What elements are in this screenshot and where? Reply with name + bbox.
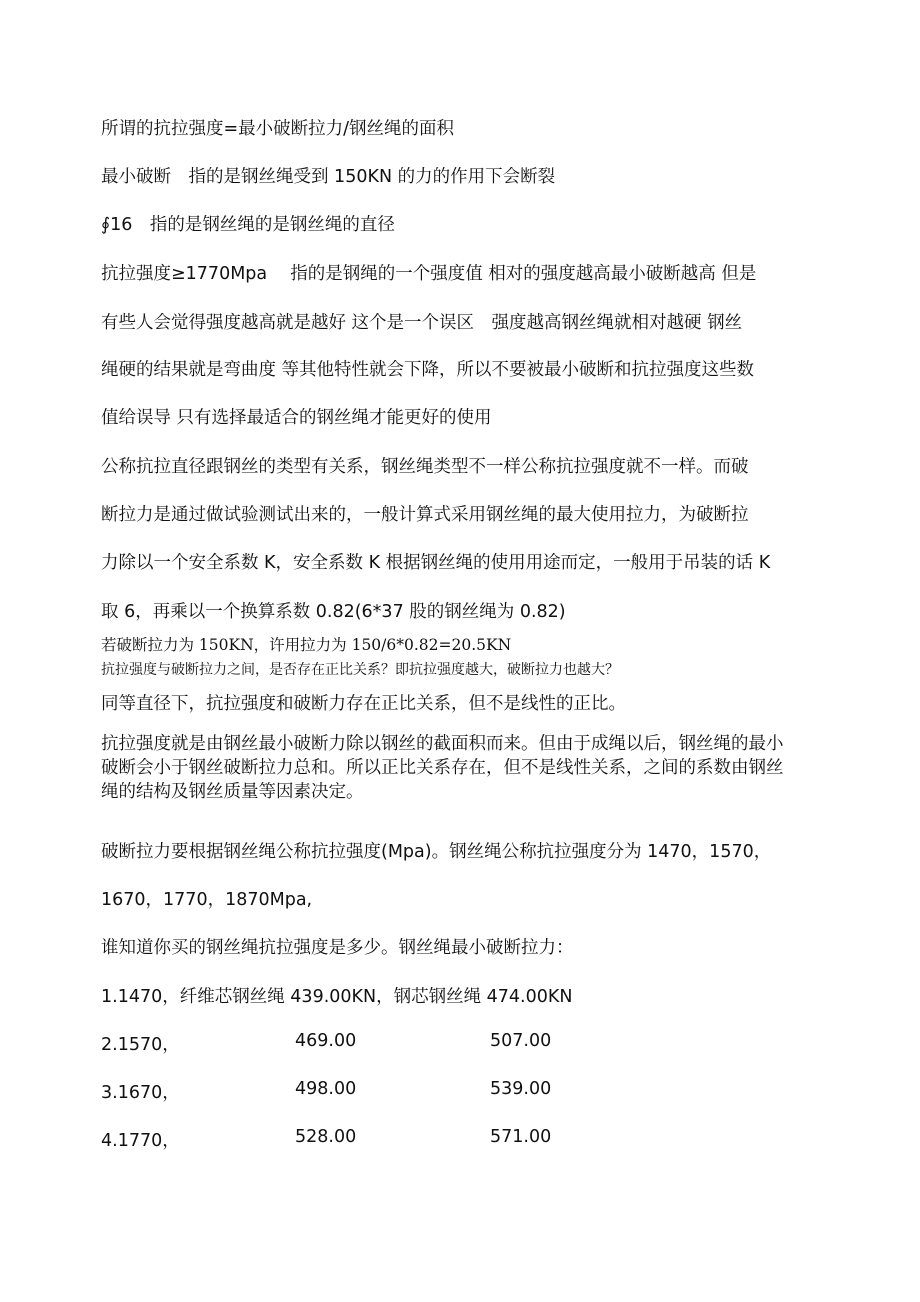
- paragraph-who-knows: 谁知道你买的钢丝绳抗拉强度是多少。钢丝绳最小破断拉力：: [101, 938, 574, 958]
- steel-core-cell: 539.00: [490, 1079, 552, 1099]
- paragraph-tensile-definition: 所谓的抗拉强度=最小破断拉力/钢丝绳的面积: [101, 119, 455, 139]
- paragraph-example-calc: 若破断拉力为 150KN，许用拉力为 150/6*0.82=20.5KN: [101, 636, 512, 654]
- paragraph-grades-line-2: 1670，1770，1870Mpa,: [101, 890, 313, 910]
- paragraph-strength-line-1: 抗拉强度≥1770Mpa 指的是钢绳的一个强度值 相对的强度越高最小破断越高 但是: [101, 264, 757, 284]
- paragraph-grades-line-1: 破断拉力要根据钢丝绳公称抗拉强度(Mpa)。钢丝绳公称抗拉强度分为 1470，1570，: [101, 842, 772, 862]
- fiber-core-cell: 469.00: [295, 1031, 357, 1051]
- strength-cell: 2.1570，: [101, 1035, 180, 1055]
- paragraph-explanation-line-1: 抗拉强度就是由钢丝最小破断力除以钢丝的截面积而来。但由于成绳以后，钢丝绳的最小: [101, 734, 784, 754]
- paragraph-explanation-line-3: 绳的结构及钢丝质量等因素决定。: [101, 782, 364, 802]
- paragraph-question: 抗拉强度与破断拉力之间，是否存在正比关系？即抗拉强度越大，破断拉力也越大？: [101, 662, 619, 678]
- paragraph-nominal-line-4: 取 6，再乘以一个换算系数 0.82(6*37 股的钢丝绳为 0.82): [101, 602, 566, 622]
- paragraph-strength-line-2: 有些人会觉得强度越高就是越好 这个是一个误区 强度越高钢丝绳就相对越硬 钢丝: [101, 313, 743, 333]
- paragraph-nominal-line-1: 公称抗拉直径跟钢丝的类型有关系，钢丝绳类型不一样公称抗拉强度就不一样。而破: [101, 457, 749, 477]
- paragraph-row-1470: 1.1470，纤维芯钢丝绳 439.00KN，钢芯钢丝绳 474.00KN: [101, 987, 573, 1007]
- strength-cell: 3.1670，: [101, 1083, 180, 1103]
- paragraph-explanation-line-2: 破断会小于钢丝破断拉力总和。所以正比关系存在，但不是线性关系，之间的系数由钢丝: [101, 758, 784, 778]
- steel-core-cell: 571.00: [490, 1127, 552, 1147]
- steel-core-cell: 507.00: [490, 1031, 552, 1051]
- paragraph-nominal-line-3: 力除以一个安全系数 K，安全系数 K 根据钢丝绳的使用用途而定，一般用于吊装的话 K: [101, 553, 771, 573]
- paragraph-strength-line-4: 值给误导 只有选择最适合的钢丝绳才能更好的使用: [101, 408, 492, 428]
- strength-cell: 4.1770，: [101, 1131, 180, 1151]
- paragraph-min-breaking: 最小破断 指的是钢丝绳受到 150KN 的力的作用下会断裂: [101, 167, 556, 187]
- fiber-core-cell: 528.00: [295, 1127, 357, 1147]
- paragraph-answer: 同等直径下，抗拉强度和破断力存在正比关系，但不是线性的正比。: [101, 694, 626, 714]
- paragraph-diameter: ∮16 指的是钢丝绳的是钢丝绳的直径: [101, 215, 395, 235]
- fiber-core-cell: 498.00: [295, 1079, 357, 1099]
- paragraph-strength-line-3: 绳硬的结果就是弯曲度 等其他特性就会下降，所以不要被最小破断和抗拉强度这些数: [101, 360, 755, 380]
- paragraph-nominal-line-2: 断拉力是通过做试验测试出来的，一般计算式采用钢丝绳的最大使用拉力，为破断拉: [101, 505, 749, 525]
